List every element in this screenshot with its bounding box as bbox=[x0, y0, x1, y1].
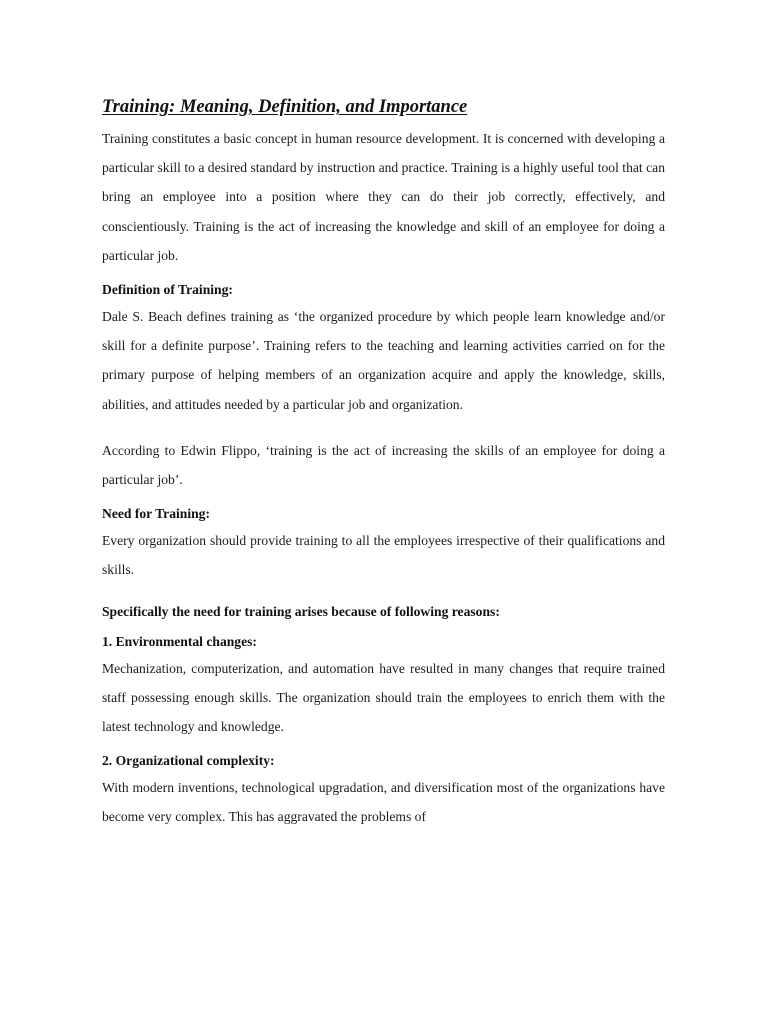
document-title: Training: Meaning, Definition, and Importance bbox=[102, 97, 468, 117]
definition-beach-paragraph: Dale S. Beach defines training as ‘the organized procedure by which people learn knowledge and/or skill for a definite purpose’. Training refers to the teaching and learning activities carried on for the primary purpose of helping members of an organization acquire and apply the knowledge, skills, abilities, and attitudes needed by a particular job and organization. bbox=[102, 309, 665, 412]
need-paragraph: Every organization should provide training to all the employees irrespective of their qualifications and skills. bbox=[102, 533, 665, 578]
reason1-paragraph: Mechanization, computerization, and automation have resulted in many changes that require trained staff possessing enough skills. The organization should train the employees to enrich them with the latest technology and knowledge. bbox=[102, 660, 665, 735]
reason2-heading: 2. Organizational complexity: bbox=[102, 753, 275, 769]
reason2-paragraph: With modern inventions, technological upgradation, and diversification most of the organizations have become very complex. This has aggravated the problems of bbox=[102, 780, 665, 825]
document-body bbox=[102, 96, 665, 832]
reason1-heading: 1. Environmental changes: bbox=[102, 633, 257, 649]
intro-paragraph: Training constitutes a basic concept in human resource development. It is concerned with developing a particular skill to a desired standard by instruction and practice. Training is a highly useful tool that can bring an employee into a position where they can do their job correctly, effectively, and conscientiously. Training is the act of increasing the knowledge and skill of an employee for doing a particular job. bbox=[102, 131, 665, 263]
reasons-heading: Specifically the need for training arises because of following reasons: bbox=[102, 603, 500, 619]
definition-flippo-paragraph: According to Edwin Flippo, ‘training is the act of increasing the skills of an employee for doing a particular job’. bbox=[102, 442, 665, 488]
definition-heading: Definition of Training: bbox=[102, 282, 233, 298]
need-heading: Need for Training: bbox=[102, 506, 210, 522]
